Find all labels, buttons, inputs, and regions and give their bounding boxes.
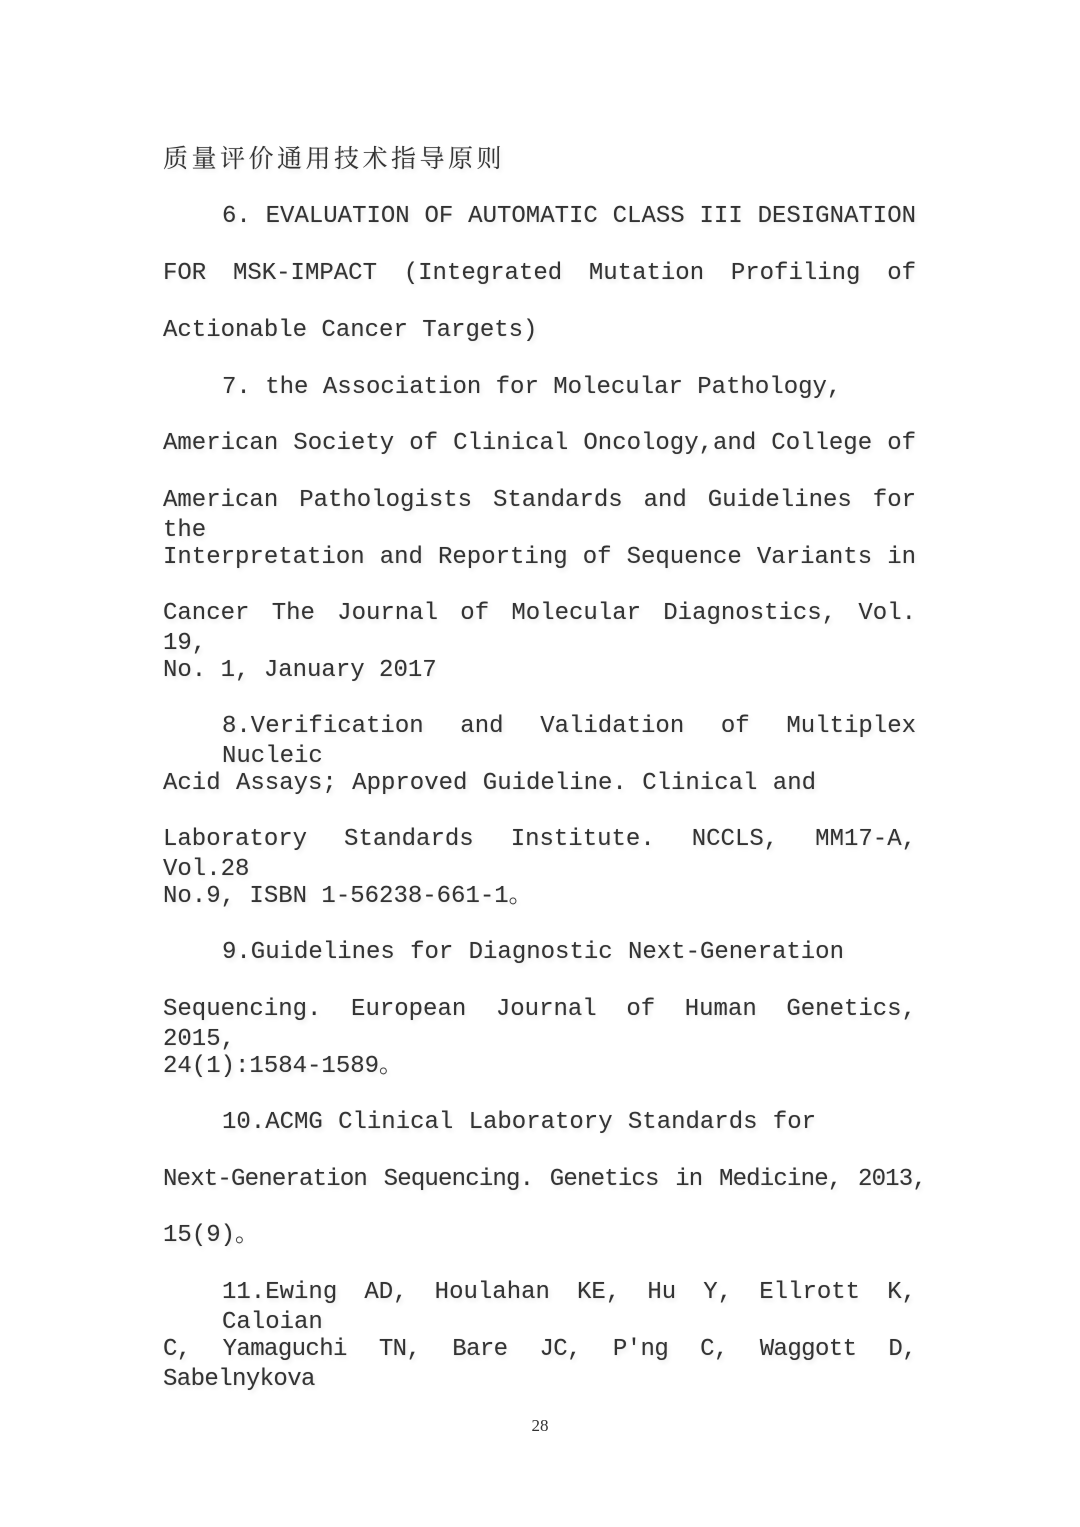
reference-line: 24(1):1584-1589。 [163,1053,404,1080]
reference-line: 11.Ewing AD, Houlahan KE, Hu Y, Ellrott K, Caloian [222,1279,916,1336]
reference-line: 8.Verification and Validation of Multiplex Nucleic [222,713,916,770]
reference-line: 7. the Association for Molecular Pathology, [222,374,842,401]
reference-line: No. 1, January 2017 [163,657,437,684]
reference-line: Interpretation and Reporting of Sequence Variants in [163,544,916,571]
continuation-line: 质量评价通用技术指导原则 [163,144,506,173]
reference-line: C, Yamaguchi TN, Bare JC, P'ng C, Waggott D, Sabelnykova [163,1336,916,1393]
reference-line: American Pathologists Standards and Guidelines for the [163,487,916,544]
page-number: 28 [531,1416,549,1435]
reference-line: Laboratory Standards Institute. NCCLS, MM17-A, Vol.28 [163,826,916,883]
reference-line: 15(9)。 [163,1222,260,1249]
reference-line: 10.ACMG Clinical Laboratory Standards for [222,1109,816,1136]
reference-line: Actionable Cancer Targets) [163,317,538,344]
reference-line: FOR MSK-IMPACT (Integrated Mutation Profiling of [163,260,916,287]
reference-line: Cancer The Journal of Molecular Diagnostics, Vol. 19, [163,600,916,657]
reference-line: Next-Generation Sequencing. Genetics in Medicine, 2013, [163,1166,926,1193]
reference-line: 6. EVALUATION OF AUTOMATIC CLASS III DESIGNATION [222,203,916,230]
reference-line: 9.Guidelines for Diagnostic Next-Generation [222,939,844,966]
reference-line: Sequencing. European Journal of Human Genetics, 2015, [163,996,916,1053]
reference-line: American Society of Clinical Oncology,and College of [163,430,916,457]
reference-line: Acid Assays; Approved Guideline. Clinical and [163,770,816,797]
reference-line: No.9, ISBN 1-56238-661-1。 [163,883,533,910]
